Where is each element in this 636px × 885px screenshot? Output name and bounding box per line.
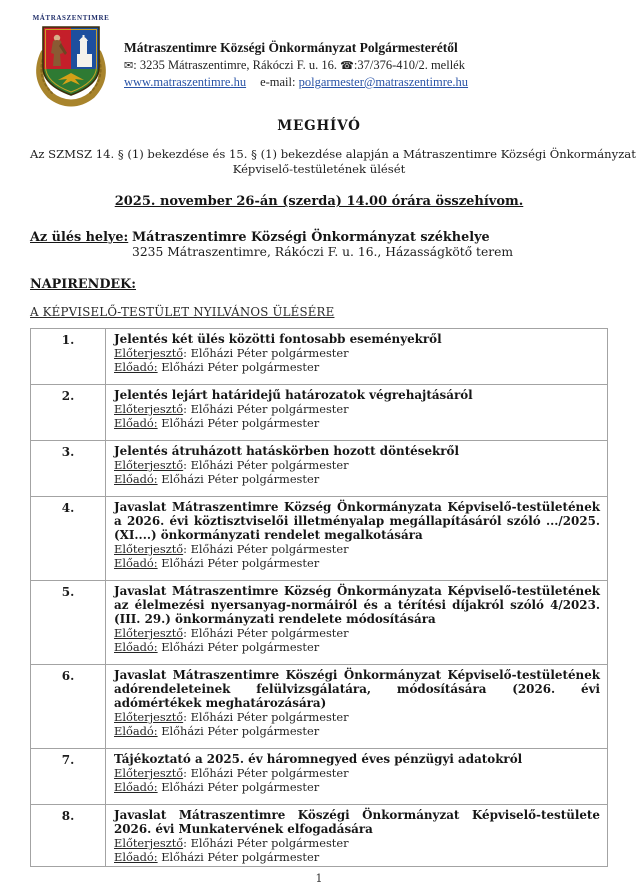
item-speaker: Előadó: Előházi Péter polgármester [114, 416, 320, 430]
address-line [124, 58, 468, 73]
item-number: 8. [31, 805, 106, 867]
agenda-row [31, 581, 608, 665]
email-label: e-mail: [260, 75, 296, 89]
agenda-row [31, 441, 608, 497]
envelope-icon: ✉ [124, 59, 134, 72]
item-title: Jelentés két ülés közötti fontosabb eseményekről [114, 332, 442, 346]
agenda-row [31, 665, 608, 749]
agenda-row [31, 497, 608, 581]
coat-of-arms-image [32, 23, 110, 105]
email-link[interactable]: polgarmester@matraszentimre.hu [298, 75, 469, 89]
document-title: MEGHÍVÓ [277, 118, 361, 134]
item-content [106, 581, 608, 665]
item-content [106, 749, 608, 805]
item-number: 7. [31, 749, 106, 805]
item-title: Jelentés lejárt határidejű határozatok végrehajtásáról [114, 388, 473, 402]
phone-icon: ☎ [340, 59, 354, 72]
item-content [106, 329, 608, 385]
location-label: Az ülés helye: [30, 230, 129, 245]
item-content [106, 497, 608, 581]
item-speaker: Előadó: Előházi Péter polgármester [114, 780, 320, 794]
phone-number: :37/376-410/2. mellék [353, 58, 465, 72]
intro-line-2: Képviselő-testületének ülését [232, 162, 406, 176]
item-presenter: Előterjesztő: Előházi Péter polgármester [114, 710, 349, 724]
item-presenter: Előterjesztő: Előházi Péter polgármester [114, 346, 349, 360]
item-title: Javaslat Mátraszentimre Község Önkormányzata Képviselő-testületének az élelmezési nyersanyag-normáiról és a térítési díjakról szóló 4/2023. (III. 29.) önkormányzati rendelete módosítására [114, 584, 600, 626]
item-number: 5. [31, 581, 106, 665]
page-number: 1 [315, 872, 323, 885]
item-number: 6. [31, 665, 106, 749]
intro-paragraph [30, 147, 636, 177]
coat-of-arms-caption: MÁTRASZENTIMRE [32, 14, 110, 22]
coat-of-arms [30, 14, 112, 109]
letterhead-text [124, 14, 468, 90]
location-details [132, 230, 513, 260]
item-number: 3. [31, 441, 106, 497]
org-title: Mátraszentimre Községi Önkormányzat Polgármesterétől [124, 40, 458, 55]
agenda-table [30, 328, 608, 867]
agenda-row [31, 329, 608, 385]
item-speaker: Előadó: Előházi Péter polgármester [114, 360, 320, 374]
item-number: 2. [31, 385, 106, 441]
location-name: Mátraszentimre Községi Önkormányzat székhelye [132, 230, 490, 245]
session-heading: A KÉPVISELŐ-TESTÜLET NYILVÁNOS ÜLÉSÉRE [30, 305, 335, 319]
intro-line-1: Az SZMSZ 14. § (1) bekezdése és 15. § (1) bekezdése alapján a Mátraszentimre Községi Önkormányzat [30, 147, 636, 161]
item-speaker: Előadó: Előházi Péter polgármester [114, 640, 320, 654]
item-speaker: Előadó: Előházi Péter polgármester [114, 850, 320, 864]
item-number: 4. [31, 497, 106, 581]
website-link[interactable]: www.matraszentimre.hu [124, 75, 247, 89]
postal-address: : 3235 Mátraszentimre, Rákóczi F. u. 16. [133, 58, 338, 72]
item-presenter: Előterjesztő: Előházi Péter polgármester [114, 542, 349, 556]
item-content [106, 385, 608, 441]
shield [43, 27, 99, 99]
item-title: Javaslat Mátraszentimre Köszégi Önkormányzat Képviselő-testülete 2026. évi Munkatervének elfogadására [114, 808, 600, 836]
item-number: 1. [31, 329, 106, 385]
agenda-heading: NAPIRENDEK: [30, 277, 137, 292]
item-title: Javaslat Mátraszentimre Köszégi Önkormányzat Képviselő-testületének adórendeleteinek felülvizsgálatára, módosítására (2026. évi adómértékek meghatározására) [114, 668, 600, 710]
item-presenter: Előterjesztő: Előházi Péter polgármester [114, 402, 349, 416]
item-presenter: Előterjesztő: Előházi Péter polgármester [114, 836, 349, 850]
item-title: Jelentés átruházott hatáskörben hozott döntésekről [114, 444, 459, 458]
links-line [124, 75, 468, 90]
item-speaker: Előadó: Előházi Péter polgármester [114, 472, 320, 486]
item-presenter: Előterjesztő: Előházi Péter polgármester [114, 766, 349, 780]
meeting-datetime: 2025. november 26-án (szerda) 14.00 órára összehívom. [114, 194, 524, 209]
agenda-row [31, 385, 608, 441]
agenda-row [31, 749, 608, 805]
item-content [106, 805, 608, 867]
item-speaker: Előadó: Előházi Péter polgármester [114, 556, 320, 570]
meeting-location [30, 230, 608, 260]
item-title: Tájékoztató a 2025. év háromnegyed éves pénzügyi adatokról [114, 752, 523, 766]
item-content [106, 665, 608, 749]
letterhead [30, 14, 608, 109]
item-presenter: Előterjesztő: Előházi Péter polgármester [114, 626, 349, 640]
location-address: 3235 Mátraszentimre, Rákóczi F. u. 16., Házasságkötő terem [132, 245, 514, 259]
agenda-row [31, 805, 608, 867]
item-speaker: Előadó: Előházi Péter polgármester [114, 724, 320, 738]
item-content [106, 441, 608, 497]
item-presenter: Előterjesztő: Előházi Péter polgármester [114, 458, 349, 472]
item-title: Javaslat Mátraszentimre Község Önkormányzata Képviselő-testületének a 2026. évi köztisztviselői illetményalap megállapításáról szóló .../2025. (XI....) önkormányzati rendelet megalkotására [114, 500, 600, 542]
